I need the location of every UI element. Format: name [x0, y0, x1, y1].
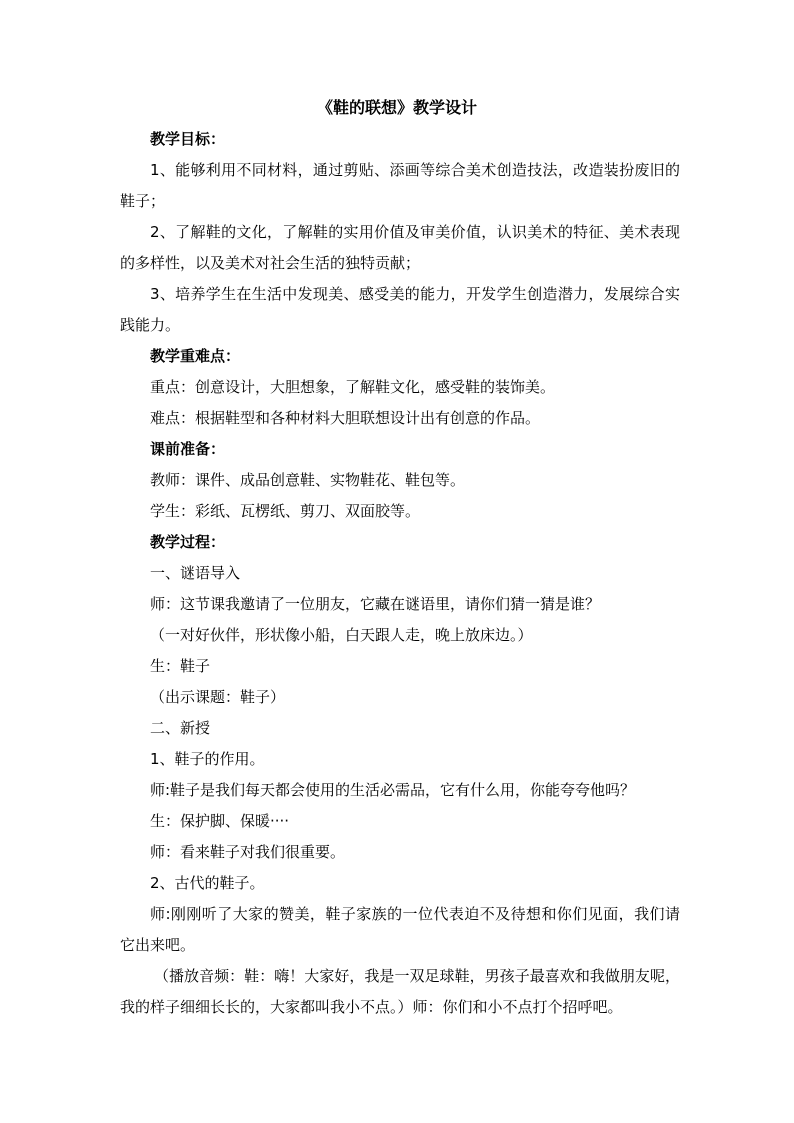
paragraph: （出示课题：鞋子） [150, 688, 286, 706]
paragraph: 1、能够利用不同材料，通过剪贴、添画等综合美术创造技法，改造装扮废旧的鞋子； [120, 161, 680, 210]
paragraph: 师：看来鞋子对我们很重要。 [150, 843, 346, 861]
section-heading: 教学目标： [150, 130, 226, 148]
paragraph: 难点：根据鞋型和各种材料大胆联想设计出有创意的作品。 [150, 409, 541, 427]
section-heading: 教学重难点： [150, 347, 241, 365]
paragraph: 师:刚刚听了大家的赞美，鞋子家族的一位代表迫不及待想和你们见面，我们请它出来吧。 [120, 905, 680, 954]
document-body [120, 124, 680, 1023]
paragraph: 二、新授 [150, 719, 211, 737]
paragraph: （一对好伙伴，形状像小船，白天跟人走，晚上放床边。） [150, 626, 533, 644]
section-heading: 课前准备： [150, 440, 226, 458]
paragraph: 生：保护脚、保暖···· [150, 812, 290, 830]
paragraph: （播放音频：鞋：嗨！大家好，我是一双足球鞋，男孩子最喜欢和我做朋友呢，我的样子细细长长的，大家都叫我小不点。）师：你们和小不点打个招呼吧。 [120, 967, 680, 1016]
paragraph: 学生：彩纸、瓦楞纸、剪刀、双面胶等。 [150, 502, 421, 520]
paragraph: 生：鞋子 [150, 657, 211, 675]
paragraph: 一、谜语导入 [150, 564, 241, 582]
paragraph: 师:鞋子是我们每天都会使用的生活必需品，它有什么用，你能夸夸他吗？ [150, 781, 636, 799]
document-title: 《鞋的联想》教学设计 [316, 98, 477, 117]
paragraph: 1、鞋子的作用。 [150, 750, 265, 768]
paragraph: 3、培养学生在生活中发现美、感受美的能力，开发学生创造潜力，发展综合实践能力。 [120, 285, 680, 334]
section-heading: 教学过程： [150, 533, 226, 551]
paragraph: 教师：课件、成品创意鞋、实物鞋花、鞋包等。 [150, 471, 466, 489]
paragraph: 2、了解鞋的文化，了解鞋的实用价值及审美价值，认识美术的特征、美术表现的多样性，以及美术对社会生活的独特贡献； [120, 223, 680, 272]
paragraph: 重点：创意设计，大胆想象，了解鞋文化，感受鞋的装饰美。 [150, 378, 556, 396]
paragraph: 师：这节课我邀请了一位朋友，它藏在谜语里，请你们猜一猜是谁？ [150, 595, 601, 613]
paragraph: 2、古代的鞋子。 [150, 874, 265, 892]
